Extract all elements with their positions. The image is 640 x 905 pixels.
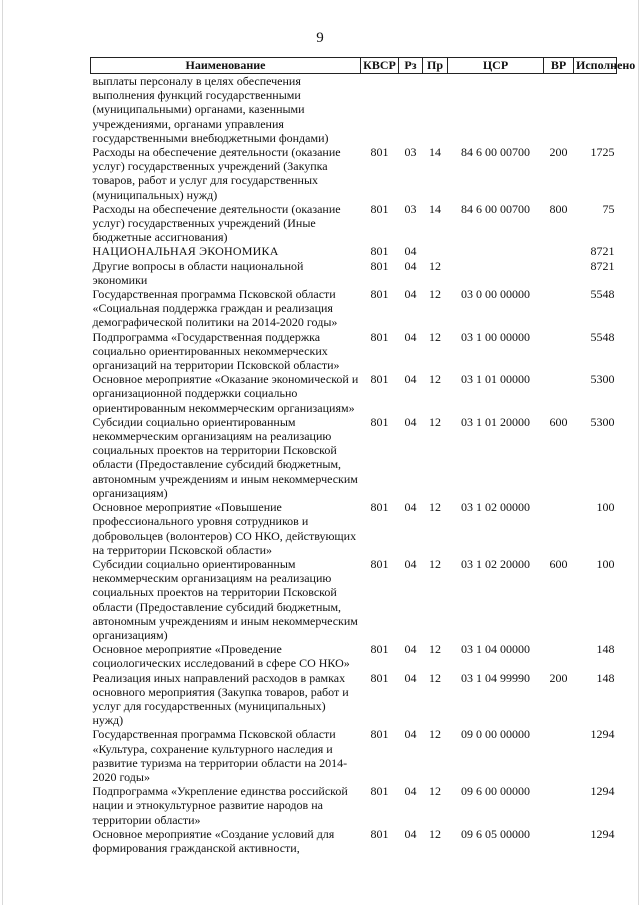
cell-pr: 12 — [429, 500, 441, 515]
cell-kvsr — [361, 74, 399, 146]
cell-kvsr: 801 — [370, 287, 389, 302]
cell-vr — [544, 500, 574, 557]
cell-name: Расходы на обеспечение деятельности (оказание услуг) государственных учреждений (Закупка товаров, работ и услуг для государственных (муниципальных) нужд) — [92, 145, 341, 202]
cell-isp: 75 — [602, 201, 615, 216]
cell-rz: 03 — [404, 201, 417, 216]
cell-csr — [448, 259, 544, 287]
cell-isp: 5300 — [590, 372, 615, 387]
cell-vr: 600 — [549, 414, 568, 429]
cell-pr: 12 — [429, 727, 441, 742]
table-row — [91, 784, 617, 827]
table-row — [91, 671, 617, 728]
cell-vr: 200 — [549, 670, 568, 685]
budget-table — [90, 57, 636, 855]
cell-pr: 12 — [429, 670, 441, 685]
cell-vr — [544, 642, 574, 670]
cell-rz: 04 — [404, 258, 417, 273]
cell-name: Основное мероприятие «Повышение профессионального уровня сотрудников и добровольцев (волонтеров) СО НКО, действующих на территории Псковской области» — [92, 500, 357, 557]
cell-name: Государственная программа Псковской области «Социальная поддержка граждан и реализация демографической политики на 2014-2020 годы» — [92, 287, 338, 330]
cell-rz: 04 — [404, 727, 417, 742]
cell-rz: 04 — [404, 670, 417, 685]
cell-name: Подпрограмма «Укрепление единства российской нации и этнокультурное развитие народов на территории области» — [92, 784, 348, 827]
cell-pr — [423, 74, 448, 146]
cell-vr — [544, 727, 574, 784]
cell-csr: 84 6 00 00700 — [461, 201, 530, 216]
table-row — [91, 244, 617, 258]
cell-rz: 03 — [404, 145, 417, 160]
header-kvsr: КВСР — [361, 58, 399, 74]
cell-rz: 04 — [404, 287, 417, 302]
table-row — [91, 500, 617, 557]
cell-rz: 04 — [404, 556, 417, 571]
header-rz: Рз — [399, 58, 423, 74]
cell-name: Основное мероприятие «Проведение социологических исследований в сфере СО НКО» — [92, 642, 350, 671]
cell-csr: 03 1 00 00000 — [461, 329, 530, 344]
cell-vr: 600 — [549, 556, 568, 571]
cell-rz: 04 — [404, 329, 417, 344]
cell-name: Основное мероприятие «Оказание экономической и организационной поддержки социально ориентированным некоммерческим организациям» — [92, 372, 359, 415]
cell-pr: 14 — [429, 145, 441, 160]
cell-pr: 12 — [429, 287, 441, 302]
cell-csr: 03 0 00 00000 — [461, 287, 530, 302]
table-row — [91, 74, 617, 146]
cell-name: Субсидии социально ориентированным некоммерческим организациям на реализацию социальных проектов на территории Псковской области (Предоставление субсидий бюджетным, автономным учреждениям и иным некоммерческим организациям) — [92, 556, 358, 642]
cell-kvsr: 801 — [370, 727, 389, 742]
cell-csr: 84 6 00 00700 — [461, 145, 530, 160]
cell-csr: 09 6 00 00000 — [461, 784, 530, 799]
cell-rz: 04 — [404, 826, 417, 841]
cell-isp: 1294 — [590, 826, 615, 841]
cell-csr: 03 1 01 00000 — [461, 372, 530, 387]
cell-csr: 03 1 04 00000 — [461, 642, 530, 657]
cell-kvsr: 801 — [370, 258, 389, 273]
cell-kvsr: 801 — [370, 372, 389, 387]
header-isp: Исполнено — [574, 58, 617, 74]
cell-csr: 03 1 02 00000 — [461, 500, 530, 515]
header-vr: ВР — [544, 58, 574, 74]
cell-csr: 09 6 05 00000 — [461, 826, 530, 841]
table-row — [91, 287, 617, 330]
cell-kvsr: 801 — [370, 670, 389, 685]
table-row — [91, 259, 617, 287]
cell-vr — [544, 259, 574, 287]
cell-rz: 04 — [404, 414, 417, 429]
cell-isp: 100 — [596, 556, 615, 571]
cell-kvsr: 801 — [370, 500, 389, 515]
cell-isp: 5548 — [590, 329, 615, 344]
cell-vr — [544, 827, 574, 855]
cell-rz: 04 — [404, 500, 417, 515]
header-pr: Пр — [423, 58, 448, 74]
cell-rz: 04 — [404, 784, 417, 799]
cell-rz: 04 — [404, 372, 417, 387]
cell-name: НАЦИОНАЛЬНАЯ ЭКОНОМИКА — [92, 244, 279, 259]
cell-isp — [574, 74, 617, 146]
table-row — [91, 372, 617, 415]
cell-pr: 12 — [429, 642, 441, 657]
cell-csr: 03 1 02 20000 — [461, 556, 530, 571]
cell-kvsr: 801 — [370, 244, 389, 259]
cell-vr — [544, 287, 574, 330]
cell-vr — [544, 74, 574, 146]
cell-isp: 5300 — [590, 414, 615, 429]
table-body — [91, 74, 617, 856]
cell-isp: 1725 — [590, 145, 615, 160]
cell-csr: 03 1 04 99990 — [461, 670, 530, 685]
cell-isp: 148 — [596, 670, 615, 685]
cell-pr: 12 — [429, 556, 441, 571]
table-row — [91, 827, 617, 855]
cell-name: Реализация иных направлений расходов в рамках основного мероприятия (Закупка товаров, работ и услуг для государственных (муниципальных) нужд) — [92, 670, 349, 728]
cell-pr: 12 — [429, 784, 441, 799]
table-row — [91, 330, 617, 373]
table-row — [91, 642, 617, 670]
table-row — [91, 557, 617, 642]
cell-kvsr: 801 — [370, 642, 389, 657]
cell-kvsr: 801 — [370, 201, 389, 216]
cell-name: выплаты персоналу в целях обеспечения выполнения функций государственными (муниципальными) органами, казенными учреждениями, органами управления государственными внебюджетными фондами) — [92, 74, 329, 145]
cell-kvsr: 801 — [370, 784, 389, 799]
cell-rz — [399, 74, 423, 146]
cell-csr — [448, 244, 544, 258]
cell-vr: 800 — [549, 201, 568, 216]
cell-pr: 12 — [429, 258, 441, 273]
cell-isp: 8721 — [590, 258, 615, 273]
table-row — [91, 727, 617, 784]
cell-isp: 148 — [596, 642, 615, 657]
header-csr: ЦСР — [448, 58, 544, 74]
cell-pr: 12 — [429, 414, 441, 429]
cell-isp: 5548 — [590, 287, 615, 302]
cell-kvsr: 801 — [370, 826, 389, 841]
table-row — [91, 415, 617, 500]
table-row — [91, 145, 617, 202]
cell-name: Другие вопросы в области национальной экономики — [92, 258, 304, 287]
cell-csr: 09 0 00 00000 — [461, 727, 530, 742]
cell-name: Расходы на обеспечение деятельности (оказание услуг) государственных учреждений (Иные бюджетные ассигнования) — [92, 201, 341, 245]
table-header-row — [91, 58, 617, 74]
cell-isp: 100 — [596, 500, 615, 515]
cell-kvsr: 801 — [370, 556, 389, 571]
cell-isp: 8721 — [590, 244, 615, 259]
cell-name: Субсидии социально ориентированным некоммерческим организациям на реализацию социальных проектов на территории Псковской области (Предоставление субсидий бюджетным, автономным учреждениям и иным некоммерческим организациям) — [92, 414, 358, 500]
cell-csr — [448, 74, 544, 146]
cell-rz: 04 — [404, 244, 417, 259]
cell-pr: 12 — [429, 826, 441, 841]
cell-name: Основное мероприятие «Создание условий для формирования гражданской активности, — [92, 826, 335, 855]
cell-vr — [544, 784, 574, 827]
cell-rz: 04 — [404, 642, 417, 657]
header-name: Наименование — [91, 58, 361, 74]
table-row — [91, 202, 617, 245]
cell-vr: 200 — [549, 145, 568, 160]
cell-kvsr: 801 — [370, 329, 389, 344]
cell-pr: 14 — [429, 201, 441, 216]
scan-edge-left — [2, 0, 3, 905]
cell-isp: 1294 — [590, 784, 615, 799]
cell-kvsr: 801 — [370, 145, 389, 160]
cell-vr — [544, 244, 574, 258]
cell-vr — [544, 330, 574, 373]
cell-pr — [423, 244, 448, 258]
cell-name: Подпрограмма «Государственная поддержка социально ориентированных некоммерческих организаций на территории Псковской области» — [92, 329, 340, 373]
cell-csr: 03 1 01 20000 — [461, 414, 530, 429]
cell-vr — [544, 372, 574, 415]
cell-kvsr: 801 — [370, 414, 389, 429]
cell-name: Государственная программа Псковской области «Культура, сохранение культурного наследия и развитие туризма на территории области на 2014-2020 годы» — [92, 727, 348, 784]
cell-isp: 1294 — [590, 727, 615, 742]
cell-pr: 12 — [429, 372, 441, 387]
cell-pr: 12 — [429, 329, 441, 344]
scan-edge-right — [638, 0, 639, 905]
page-number: 9 — [316, 30, 324, 46]
